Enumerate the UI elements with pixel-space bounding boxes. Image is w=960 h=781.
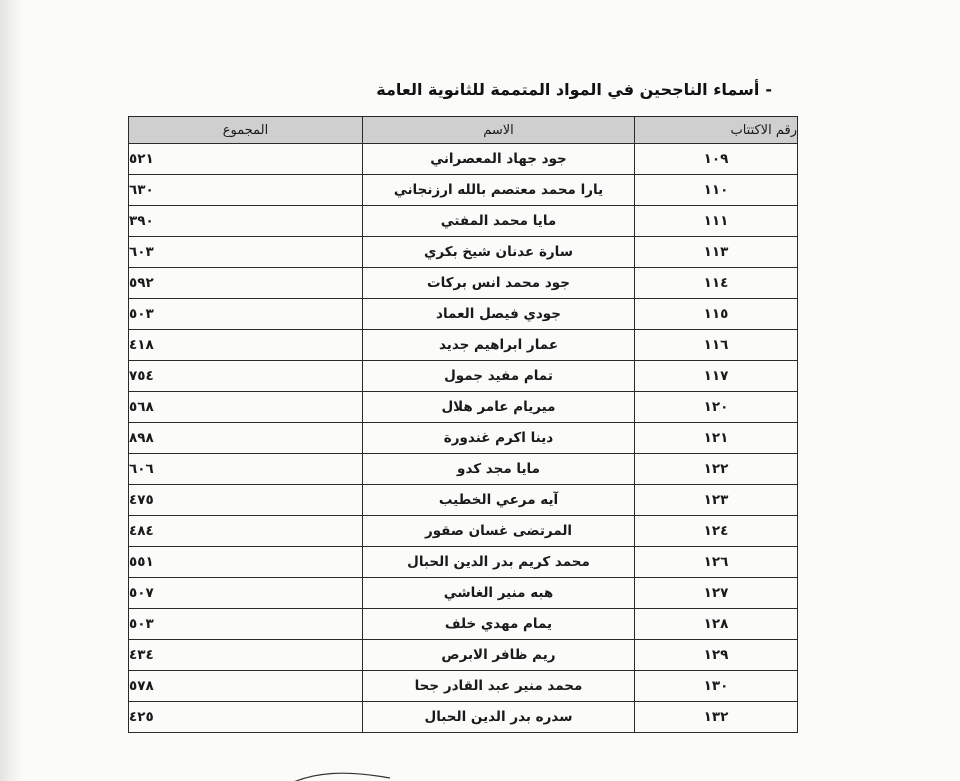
total-score-cell: ٥٦٨ — [129, 392, 363, 423]
heading-dash: - — [765, 80, 772, 99]
registration-number-cell: ١١٠ — [635, 175, 798, 206]
table-row — [129, 454, 798, 485]
table-row — [129, 237, 798, 268]
student-name-cell: محمد منير عبد القادر جحا — [363, 671, 635, 702]
heading-text: أسماء الناجحين في المواد المتممة للثانوية العامة — [376, 80, 760, 99]
student-name-cell: جودي فيصل العماد — [363, 299, 635, 330]
student-name-cell: سارة عدنان شيخ بكري — [363, 237, 635, 268]
total-score-cell: ٥٧٨ — [129, 671, 363, 702]
registration-number-cell: ١١٥ — [635, 299, 798, 330]
table-row — [129, 671, 798, 702]
table-row — [129, 485, 798, 516]
registration-number-cell: ١٣٠ — [635, 671, 798, 702]
student-name-cell: جود جهاد المعصراني — [363, 144, 635, 175]
registration-number-cell: ١٢٤ — [635, 516, 798, 547]
table-row — [129, 392, 798, 423]
results-table — [128, 116, 798, 733]
document-heading — [300, 80, 772, 99]
table-row — [129, 516, 798, 547]
total-score-cell: ٨٩٨ — [129, 423, 363, 454]
table-row — [129, 361, 798, 392]
total-score-cell: ٤٨٤ — [129, 516, 363, 547]
total-score-cell: ٥٩٢ — [129, 268, 363, 299]
total-score-cell: ٥٠٣ — [129, 609, 363, 640]
student-name-cell: يارا محمد معتصم بالله ارزنجاني — [363, 175, 635, 206]
table-row — [129, 547, 798, 578]
registration-number-cell: ١٢٨ — [635, 609, 798, 640]
table-row — [129, 268, 798, 299]
student-name-cell: آيه مرعي الخطيب — [363, 485, 635, 516]
student-name-cell: عمار ابراهيم جديد — [363, 330, 635, 361]
table-row — [129, 578, 798, 609]
registration-number-cell: ١١٤ — [635, 268, 798, 299]
total-score-cell: ٤١٨ — [129, 330, 363, 361]
table-row — [129, 144, 798, 175]
registration-number-cell: ١٢٣ — [635, 485, 798, 516]
student-name-cell: سدره بدر الدين الحبال — [363, 702, 635, 733]
registration-number-cell: ١٢٦ — [635, 547, 798, 578]
total-score-cell: ٦٠٣ — [129, 237, 363, 268]
total-score-cell: ٦٣٠ — [129, 175, 363, 206]
registration-number-cell: ١٢٩ — [635, 640, 798, 671]
student-name-cell: المرتضى غسان صقور — [363, 516, 635, 547]
registration-number-cell: ١٣٢ — [635, 702, 798, 733]
table-body — [129, 144, 798, 733]
total-score-cell: ٧٥٤ — [129, 361, 363, 392]
total-score-cell: ٥٥١ — [129, 547, 363, 578]
header-name: الاسم — [363, 117, 635, 144]
table-row — [129, 702, 798, 733]
registration-number-cell: ١١٧ — [635, 361, 798, 392]
student-name-cell: مايا محمد المفتي — [363, 206, 635, 237]
student-name-cell: دينا اكرم غندورة — [363, 423, 635, 454]
total-score-cell: ٥٢١ — [129, 144, 363, 175]
total-score-cell: ٤٧٥ — [129, 485, 363, 516]
total-score-cell: ٤٢٥ — [129, 702, 363, 733]
table-row — [129, 206, 798, 237]
table-row — [129, 640, 798, 671]
table-row — [129, 299, 798, 330]
registration-number-cell: ١٠٩ — [635, 144, 798, 175]
student-name-cell: محمد كريم بدر الدين الحبال — [363, 547, 635, 578]
total-score-cell: ٥٠٣ — [129, 299, 363, 330]
table-row — [129, 330, 798, 361]
student-name-cell: جود محمد انس بركات — [363, 268, 635, 299]
total-score-cell: ٣٩٠ — [129, 206, 363, 237]
registration-number-cell: ١١٣ — [635, 237, 798, 268]
total-score-cell: ٤٣٤ — [129, 640, 363, 671]
total-score-cell: ٥٠٧ — [129, 578, 363, 609]
registration-number-cell: ١٢٢ — [635, 454, 798, 485]
student-name-cell: يمام مهدي خلف — [363, 609, 635, 640]
table-row — [129, 175, 798, 206]
header-total: المجموع — [129, 117, 363, 144]
signature-mark — [285, 768, 395, 781]
header-registration-number: رقم الاكتتاب — [635, 117, 798, 144]
registration-number-cell: ١١١ — [635, 206, 798, 237]
total-score-cell: ٦٠٦ — [129, 454, 363, 485]
student-name-cell: تمام مفيد جمول — [363, 361, 635, 392]
student-name-cell: مايا مجد كدو — [363, 454, 635, 485]
table-header-row — [129, 117, 798, 144]
student-name-cell: ميريام عامر هلال — [363, 392, 635, 423]
page-edge-shadow — [0, 0, 22, 781]
registration-number-cell: ١٢٧ — [635, 578, 798, 609]
table-row — [129, 423, 798, 454]
registration-number-cell: ١٢١ — [635, 423, 798, 454]
registration-number-cell: ١١٦ — [635, 330, 798, 361]
table-row — [129, 609, 798, 640]
student-name-cell: ريم ظافر الابرص — [363, 640, 635, 671]
registration-number-cell: ١٢٠ — [635, 392, 798, 423]
student-name-cell: هبه منير الغاشي — [363, 578, 635, 609]
